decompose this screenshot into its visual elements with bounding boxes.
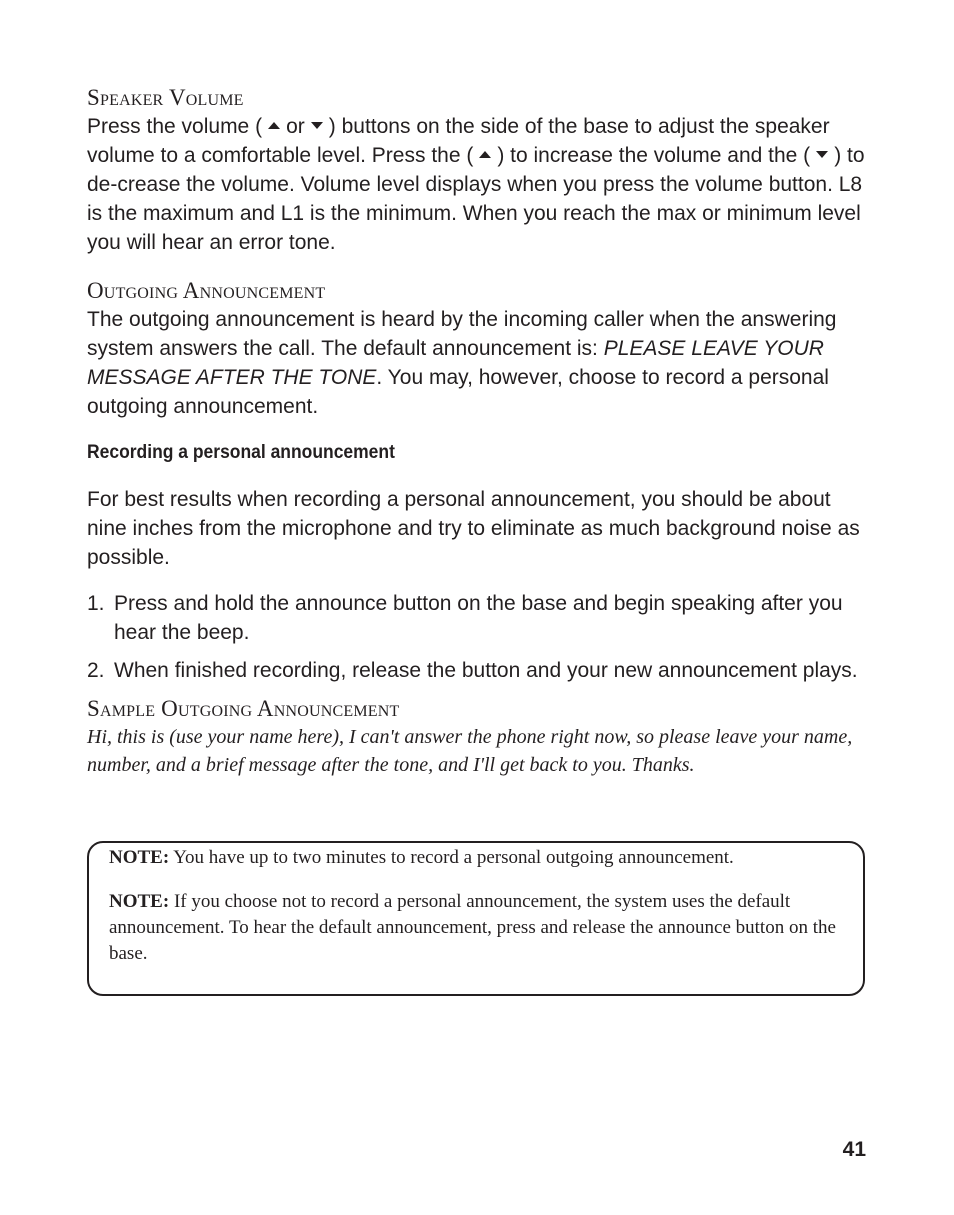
text-part: or (286, 115, 305, 138)
recording-heading: Recording a personal announcement (87, 442, 395, 463)
note-label: NOTE: (109, 847, 170, 868)
list-item (87, 589, 867, 647)
step-number: 2. (87, 659, 105, 682)
text-part: ) to de-crease the volume. Volume level displays when you press the volume button. L8 is the maximum and L1 is the minimum. When you reach the max or minimum level you will hear an error tone. (87, 144, 865, 254)
recording-steps (87, 589, 867, 685)
text-part: The outgoing announcement is heard by the incoming caller when the answering system answers the call. The default announcement is: (87, 308, 837, 360)
outgoing-announcement-text (87, 305, 867, 421)
default-announcement-message: PLEASE LEAVE YOUR MESSAGE AFTER THE TONE (87, 337, 824, 389)
note-box (87, 841, 865, 996)
text-part: ) buttons on the side of the base to adjust the speaker volume to a comfortable level. Press the ( (87, 115, 830, 167)
text-part: ) to increase the volume and the ( (497, 144, 811, 167)
speaker-volume-heading: Speaker Volume (87, 85, 244, 110)
text-part: . You may, however, choose to record a personal outgoing announcement. (87, 366, 829, 418)
step-text: Press and hold the announce button on the base and begin speaking after you hear the beep. (114, 592, 843, 644)
note-text: If you choose not to record a personal announcement, the system uses the default announcement. To hear the default announcement, press and release the announce button on the base. (109, 891, 836, 964)
list-item (87, 656, 867, 685)
outgoing-announcement-heading: Outgoing Announcement (87, 278, 326, 303)
page-number: 41 (842, 1138, 866, 1161)
sample-announcement-text: Hi, this is (use your name here), I can't answer the phone right now, so please leave your name, number, and a brief message after the tone, and I'll get back to you. Thanks. (87, 726, 853, 776)
down-arrow-icon (311, 122, 323, 129)
down-arrow-icon (816, 151, 828, 158)
note-text: You have up to two minutes to record a personal outgoing announcement. (169, 847, 734, 868)
sample-announcement-heading: Sample Outgoing Announcement (87, 696, 400, 721)
page-content (87, 84, 867, 779)
up-arrow-icon (268, 122, 280, 129)
up-arrow-icon (479, 151, 491, 158)
note-1 (109, 845, 845, 871)
text-part: Press the volume ( (87, 115, 263, 138)
speaker-volume-text (87, 112, 867, 257)
step-number: 1. (87, 592, 105, 615)
note-2 (109, 889, 845, 967)
recording-intro: For best results when recording a personal announcement, you should be about nine inches from the microphone and try to eliminate as much background noise as possible. (87, 488, 860, 569)
step-text: When finished recording, release the button and your new announcement plays. (114, 659, 858, 682)
note-label: NOTE: (109, 891, 170, 912)
